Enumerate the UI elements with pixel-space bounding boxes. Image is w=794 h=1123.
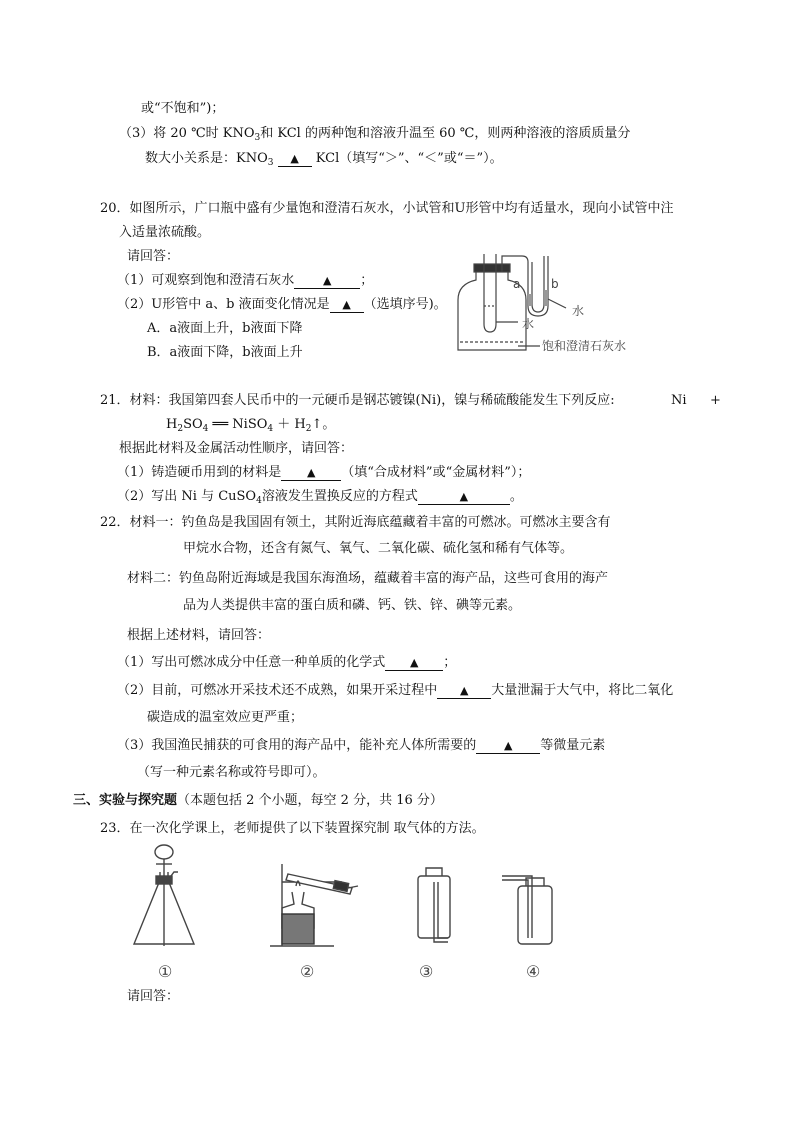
q22-l6-post: ； xyxy=(443,655,457,670)
q21-l5-pre: （2）写出 Ni 与 CuSO xyxy=(117,489,257,504)
label-a: a xyxy=(513,277,521,291)
answer-blank[interactable] xyxy=(294,274,360,289)
answer-blank[interactable] xyxy=(385,656,443,671)
q20-option-a: A．a液面上升，b液面下降 xyxy=(147,321,303,336)
q22-line1: 22．材料一：钓鱼岛是我国固有领土，其附近海底蕴藏着丰富的可燃冰。可燃冰主要含有 xyxy=(100,515,611,530)
q22-line3: 材料二：钓鱼岛附近海域是我国东海渔场，蕴藏着丰富的海产品，这些可食用的海产 xyxy=(127,571,609,586)
figure-label-4: ④ xyxy=(526,962,541,981)
q21-line3: 根据此材料及金属活动性顺序，请回答： xyxy=(119,441,354,456)
q22-l6-pre: （1）写出可燃冰成分中任意一种单质的化学式 xyxy=(117,655,386,670)
triangle-icon: ▲ xyxy=(410,656,419,669)
eq-end: ↑。 xyxy=(311,417,336,432)
sub-4: 4 xyxy=(267,424,274,434)
q20-option-b: B．a液面下降，b液面上升 xyxy=(147,345,303,360)
section-3-title: 三、实验与探究题 xyxy=(73,793,178,808)
q19-l2-pre: （3）将 20 ℃时 KNO xyxy=(119,126,255,141)
q20-line4 xyxy=(117,272,373,290)
q20-line1: 20．如图所示，广口瓶中盛有少量饱和澄清石灰水，小试管和U形管中均有适量水，现向小试管中注 xyxy=(100,201,674,216)
q22-line7 xyxy=(117,682,673,700)
q22-l7-pre: （2）目前，可燃冰开采技术还不成熟，如果开采过程中 xyxy=(117,683,438,698)
triangle-icon: ▲ xyxy=(504,739,513,752)
q21-plus: + xyxy=(710,393,721,408)
eq-h2: ＋ H xyxy=(273,417,306,432)
q19-l2-mid: 和 KCl 的两种饱和溶液升温至 60 ℃，则两种溶液的溶质质量分 xyxy=(260,126,631,141)
sub-4: 4 xyxy=(256,496,262,506)
q20-line2: 入适量浓硫酸。 xyxy=(119,225,211,240)
answer-blank[interactable] xyxy=(281,466,341,481)
q22-line10: （写一种元素名称或符号即可）。 xyxy=(137,765,326,780)
figure-label-1: ① xyxy=(158,962,173,981)
sub-2: 2 xyxy=(177,424,184,434)
q22-line4: 品为人类提供丰富的蛋白质和磷、钙、铁、锌、碘等元素。 xyxy=(183,598,522,613)
q20-l5-post: （选填序号)。 xyxy=(363,297,447,312)
label-lime-water: 饱和澄清石灰水 xyxy=(542,339,627,353)
q21-l1-text: 21．材料：我国第四套人民币中的一元硬币是钢芯镀镍(Ni)，镍与稀硫酸能发生下列反应: xyxy=(100,393,615,408)
q22-l9-pre: （3）我国渔民捕获的可食用的海产品中，能补充人体所需要的 xyxy=(117,738,477,753)
q22-line9 xyxy=(117,737,605,755)
q19-line3 xyxy=(145,150,503,172)
q20-l4-pre: （1）可观察到饱和澄清石灰水 xyxy=(117,273,295,288)
label-b: b xyxy=(551,277,559,291)
sub-2: 2 xyxy=(305,424,312,434)
triangle-icon: ▲ xyxy=(323,274,332,287)
q22-l9-post: 等微量元素 xyxy=(540,738,606,753)
q22-line5: 根据上述材料，请回答： xyxy=(127,628,271,643)
figure-label-3: ③ xyxy=(419,962,434,981)
q20-l5-pre: （2）U形管中 a、b 液面变化情况是 xyxy=(117,297,330,312)
sub-4: 4 xyxy=(202,424,209,434)
eq-niso: ══ NiSO xyxy=(208,417,268,432)
q19-line1: 或“不饱和”)； xyxy=(141,101,225,116)
triangle-icon: ▲ xyxy=(460,684,469,697)
q21-l4-pre: （1）铸造硬币用到的材料是 xyxy=(117,465,282,480)
triangle-icon: ▲ xyxy=(307,466,316,479)
answer-blank[interactable] xyxy=(278,152,312,167)
sub-3: 3 xyxy=(254,133,261,143)
triangle-icon: ▲ xyxy=(459,490,469,503)
gas-apparatus-figures xyxy=(130,842,570,954)
label-water-u-tube: 水 xyxy=(572,304,585,318)
q22-l7-post: 大量泄漏于大气中，将比二氧化 xyxy=(491,683,674,698)
q21-l5-mid: 溶液发生置换反应的方程式 xyxy=(261,489,418,504)
q21-line1 xyxy=(100,392,615,410)
q21-line4 xyxy=(117,464,530,482)
q20-line3: 请回答： xyxy=(127,249,180,264)
q21-l4-post: （填“合成材料”或“金属材料”）； xyxy=(341,465,531,480)
eq-so: SO xyxy=(183,417,203,432)
q21-equation xyxy=(166,416,335,438)
q20-l4-post: ； xyxy=(360,273,374,288)
answer-blank[interactable] xyxy=(330,298,364,313)
q20-line5 xyxy=(117,296,447,314)
q19-l3-post: KCl（填写“＞”、“＜”或“＝”）。 xyxy=(315,151,503,166)
answer-blank[interactable] xyxy=(437,684,491,699)
q22-line8: 碳造成的温室效应更严重； xyxy=(147,710,304,725)
q21-l5-post: 。 xyxy=(509,489,523,504)
q23-line1: 23．在一次化学课上，老师提供了以下装置探究制 取气体的方法。 xyxy=(100,821,485,836)
q21-line5 xyxy=(117,488,523,510)
sub-3: 3 xyxy=(267,158,274,168)
answer-blank[interactable] xyxy=(476,739,540,754)
section-3-note: （本题包括 2 个小题，每空 2 分，共 16 分） xyxy=(177,793,443,808)
figure-label-2: ② xyxy=(300,962,315,981)
triangle-icon: ▲ xyxy=(290,152,299,165)
q23-ask: 请回答： xyxy=(127,989,180,1004)
q21-ni: Ni xyxy=(671,393,687,408)
section-3-heading xyxy=(73,792,443,810)
answer-blank[interactable] xyxy=(418,490,510,505)
q22-line6 xyxy=(117,654,456,672)
label-water-test-tube: 水 xyxy=(522,317,535,331)
q22-line2: 甲烷水合物，还含有氮气、氧气、二氧化碳、硫化氢和稀有气体等。 xyxy=(183,541,574,556)
q19-l3-pre: 数大小关系是：KNO xyxy=(145,151,268,166)
eq-h: H xyxy=(166,417,178,432)
triangle-icon: ▲ xyxy=(342,298,351,311)
q19-line2 xyxy=(119,125,630,147)
